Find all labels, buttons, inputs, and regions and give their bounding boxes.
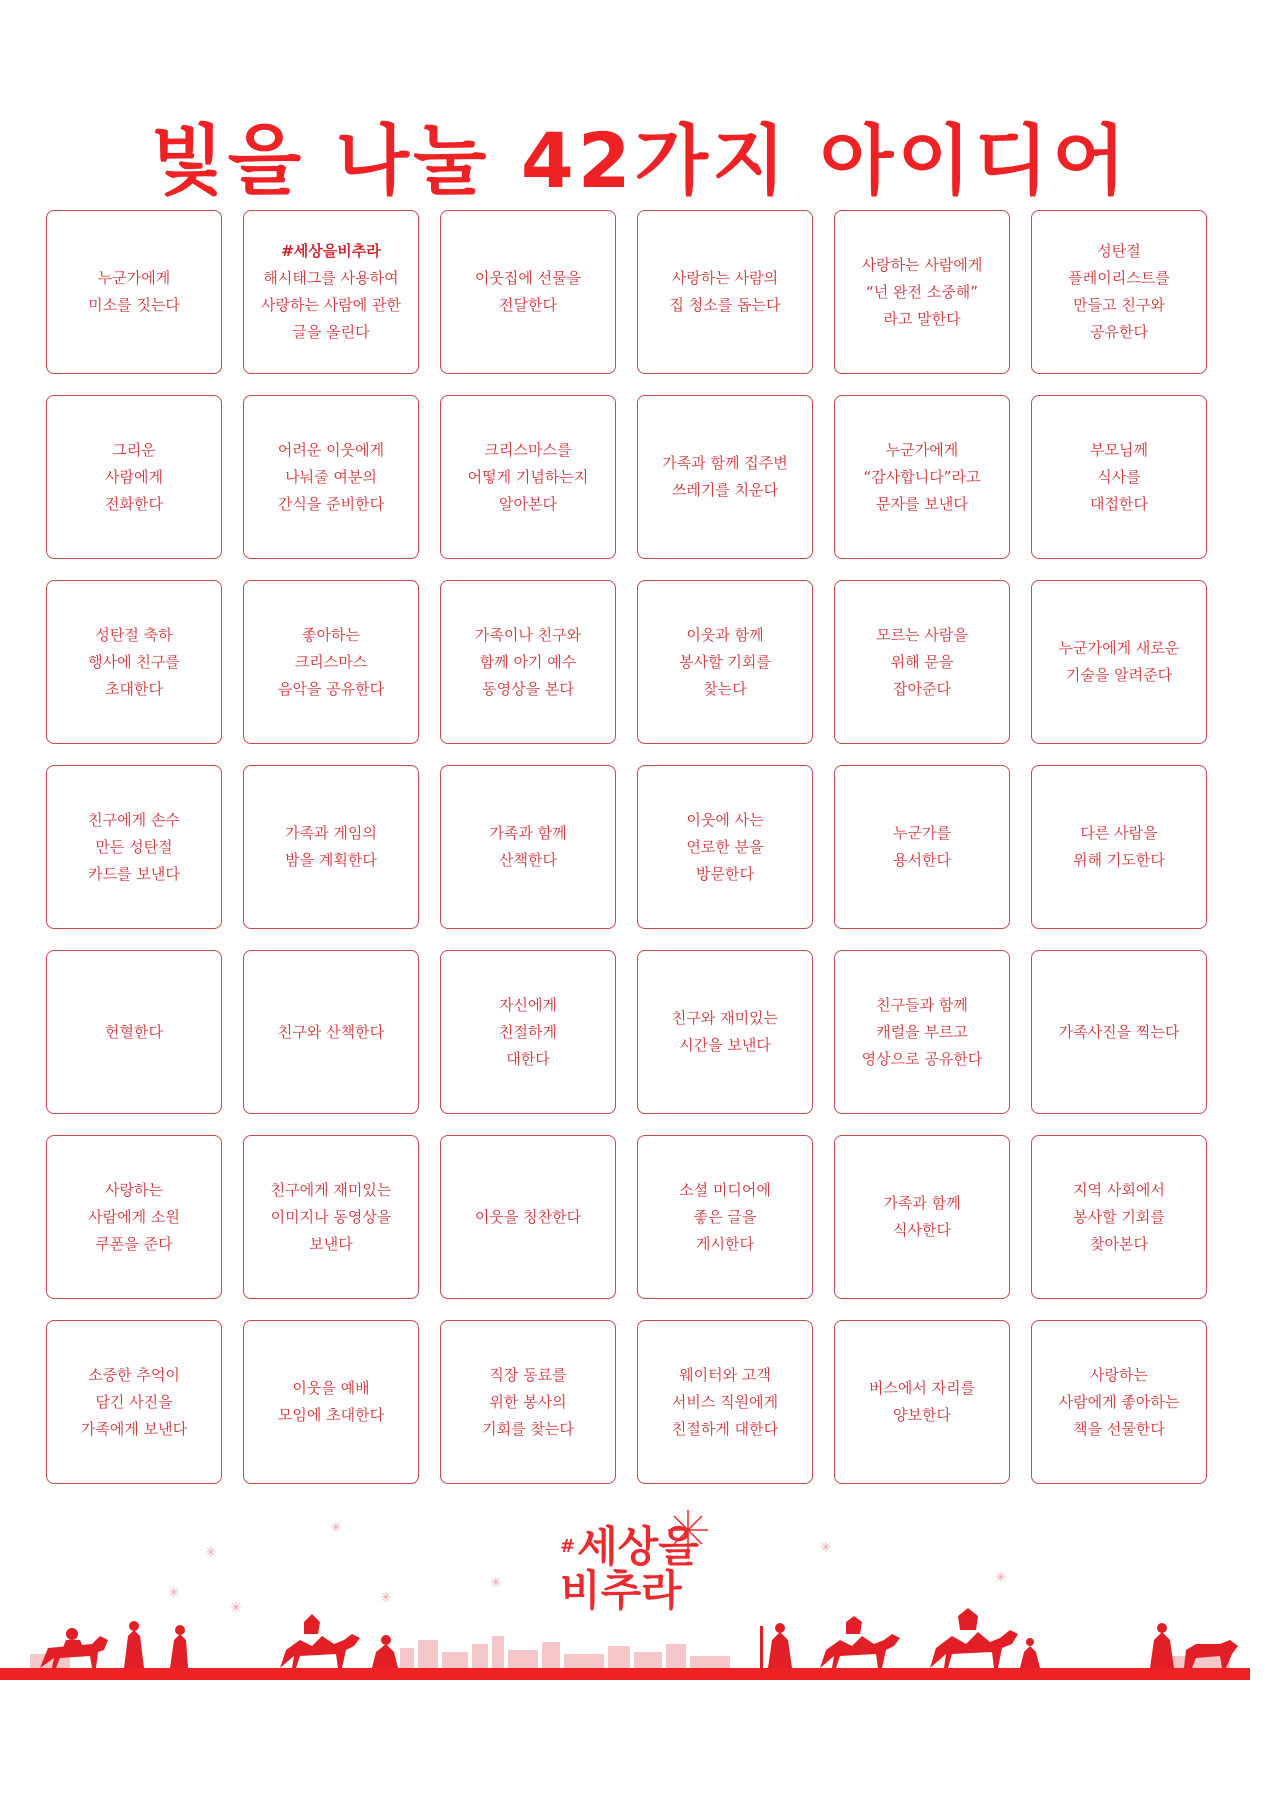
idea-card-text-line: #세상을비추라 bbox=[281, 242, 381, 260]
idea-card-text-line: “감사합니다”라고 bbox=[863, 467, 981, 486]
star-icon: ✳ bbox=[490, 1575, 502, 1591]
page-title: 빛을 나눌 42가지 아이디어 bbox=[150, 116, 1130, 205]
idea-card bbox=[46, 395, 222, 559]
idea-card-text-line: 방문한다 bbox=[696, 864, 754, 883]
idea-card-text-line: 이웃에 사는 bbox=[686, 810, 764, 829]
idea-card-text-line: 친구에게 손수 bbox=[88, 810, 180, 829]
idea-card-text-line: 좋아하는 bbox=[302, 625, 360, 644]
idea-card-text-line: 식사를 bbox=[1097, 467, 1141, 486]
idea-card-text-line: 이웃을 예배 bbox=[292, 1379, 370, 1397]
idea-card-text-line: 좋은 글을 bbox=[693, 1207, 757, 1226]
idea-card-text-line: 누군가에게 bbox=[885, 440, 959, 459]
idea-card bbox=[243, 580, 419, 744]
idea-card-text-line: 서비스 직원에게 bbox=[671, 1392, 779, 1411]
idea-card bbox=[440, 210, 616, 374]
idea-card-text-line: 동영상을 본다 bbox=[482, 679, 574, 698]
idea-card-text-line: 쿠폰을 준다 bbox=[95, 1234, 173, 1253]
idea-card bbox=[440, 395, 616, 559]
idea-card-text-line: 전달한다 bbox=[499, 296, 557, 314]
ideas-grid bbox=[46, 210, 1210, 1484]
idea-card-text-line: 잡아준다 bbox=[893, 679, 951, 698]
idea-card-text-line: 가족과 함께 집주변 bbox=[662, 454, 788, 472]
idea-card bbox=[834, 765, 1010, 929]
idea-card bbox=[637, 210, 813, 374]
idea-card bbox=[46, 1320, 222, 1484]
idea-card-text-line: 함께 아기 예수 bbox=[479, 652, 577, 671]
logo-hash: # bbox=[560, 1536, 576, 1557]
idea-card-text-line: 게시한다 bbox=[696, 1234, 754, 1253]
idea-card-text-line: 만든 성탄절 bbox=[95, 837, 173, 856]
idea-card bbox=[834, 1320, 1010, 1484]
idea-card-text-line: 위해 문을 bbox=[890, 652, 954, 671]
idea-card bbox=[243, 1320, 419, 1484]
idea-card-text-line: 소셜 미디어에 bbox=[679, 1180, 771, 1199]
idea-card-text-line: 모르는 사람을 bbox=[876, 625, 968, 644]
idea-card-text-line: 기술을 알려준다 bbox=[1065, 666, 1173, 684]
logo-line-2: 비추라 bbox=[560, 1566, 682, 1615]
idea-card-text-line: 보낸다 bbox=[309, 1234, 353, 1253]
idea-card-text-line: 크리스마스를 bbox=[484, 440, 572, 459]
idea-card bbox=[243, 1135, 419, 1299]
idea-card bbox=[637, 950, 813, 1114]
idea-card bbox=[834, 210, 1010, 374]
idea-card-text-line: 가족에게 보낸다 bbox=[80, 1419, 188, 1438]
idea-card bbox=[834, 1135, 1010, 1299]
idea-card-text-line: 영상으로 공유한다 bbox=[861, 1049, 983, 1068]
idea-card-text-line: 나눠줄 여분의 bbox=[285, 467, 377, 486]
idea-card-text-line: 위해 기도한다 bbox=[1073, 851, 1165, 869]
idea-card bbox=[46, 580, 222, 744]
idea-card bbox=[46, 210, 222, 374]
idea-card-text-line: 사람에게 소원 bbox=[88, 1207, 180, 1226]
idea-card-text-line: 위한 봉사의 bbox=[489, 1392, 567, 1411]
star-icon: ✳ bbox=[168, 1585, 180, 1601]
star-icon: ✳ bbox=[820, 1540, 832, 1556]
idea-card bbox=[637, 1320, 813, 1484]
idea-card-text-line: 가족이나 친구와 bbox=[474, 625, 582, 644]
idea-card-text-line: 사랑하는 사람의 bbox=[671, 269, 779, 287]
idea-card bbox=[243, 395, 419, 559]
idea-card bbox=[637, 580, 813, 744]
idea-card-text-line: 소중한 추억이 bbox=[88, 1365, 180, 1384]
idea-card-text-line: 크리스마스 bbox=[294, 652, 368, 671]
idea-card-text-line: 헌혈한다 bbox=[105, 1022, 163, 1041]
idea-card-text-line: 찾는다 bbox=[703, 679, 747, 698]
idea-card bbox=[440, 1320, 616, 1484]
idea-card-text-line: 친구와 재미있는 bbox=[671, 1009, 779, 1027]
idea-card-text-line: 플레이리스트를 bbox=[1068, 269, 1170, 287]
idea-card bbox=[1031, 950, 1207, 1114]
idea-card bbox=[440, 1135, 616, 1299]
idea-card-text-line: 성탄절 bbox=[1097, 242, 1141, 260]
idea-card bbox=[1031, 395, 1207, 559]
idea-card-text-line: 이웃을 칭찬한다 bbox=[474, 1207, 582, 1226]
idea-card-text-line: 어떻게 기념하는지 bbox=[467, 467, 589, 486]
idea-card-text-line: 밤을 계획한다 bbox=[285, 851, 377, 869]
idea-card-text-line: 사랑하는 사람에게 bbox=[861, 255, 983, 274]
star-icon: ✳ bbox=[230, 1600, 242, 1616]
footer-ground-line bbox=[0, 1668, 1250, 1680]
idea-card-text-line: 누군가에게 bbox=[97, 269, 171, 287]
star-icon: ✳ bbox=[995, 1570, 1007, 1586]
idea-card-text-line: 친구와 산책한다 bbox=[277, 1022, 385, 1041]
idea-card-text-line: 행사에 친구를 bbox=[88, 652, 180, 671]
idea-card-text-line: 쓰레기를 치운다 bbox=[671, 481, 779, 499]
idea-card-text-line: 이웃과 함께 bbox=[686, 625, 764, 644]
star-icon: ✳ bbox=[380, 1590, 392, 1606]
idea-card-text-line: 산책한다 bbox=[499, 851, 557, 869]
idea-card-text-line: 음악을 공유한다 bbox=[277, 679, 385, 698]
idea-card-text-line: 그리운 bbox=[112, 440, 156, 459]
idea-card-text-line: 대한다 bbox=[506, 1049, 550, 1068]
idea-card bbox=[243, 950, 419, 1114]
idea-card-text-line: 봉사할 기회를 bbox=[679, 652, 771, 671]
idea-card-text-line: 사랑하는 사람에 관한 bbox=[261, 296, 401, 314]
idea-card-text-line: 친구들과 함께 bbox=[876, 995, 968, 1014]
idea-card-text-line: 연로한 분을 bbox=[686, 837, 764, 856]
idea-card-text-line: 친절하게 bbox=[499, 1022, 557, 1041]
idea-card bbox=[46, 950, 222, 1114]
idea-card-text-line: 직장 동료를 bbox=[489, 1365, 567, 1384]
idea-card-text-line: 버스에서 자리를 bbox=[868, 1379, 976, 1397]
idea-card-text-line: 대접한다 bbox=[1090, 494, 1148, 513]
idea-card-text-line: 초대한다 bbox=[105, 679, 163, 698]
idea-card bbox=[637, 1135, 813, 1299]
star-icon: ✳ bbox=[205, 1545, 217, 1561]
idea-card-text-line: 가족과 게임의 bbox=[285, 824, 377, 842]
idea-card-text-line: 이웃집에 선물을 bbox=[474, 269, 582, 287]
idea-card-text-line: 봉사할 기회를 bbox=[1073, 1207, 1165, 1226]
idea-card-text-line: 카드를 보낸다 bbox=[88, 864, 180, 883]
idea-card bbox=[440, 950, 616, 1114]
idea-card-text-line: 성탄절 축하 bbox=[95, 625, 173, 644]
idea-card bbox=[46, 765, 222, 929]
idea-card-text-line: 사랑하는 bbox=[1090, 1365, 1148, 1384]
idea-card-text-line: 이미지나 동영상을 bbox=[270, 1207, 392, 1226]
idea-card-text-line: 용서한다 bbox=[893, 851, 951, 869]
idea-card bbox=[440, 580, 616, 744]
idea-card-text-line: 책을 선물한다 bbox=[1073, 1419, 1165, 1438]
idea-card bbox=[637, 395, 813, 559]
idea-card-text-line: 알아본다 bbox=[499, 494, 557, 513]
idea-card-text-line: 친절하게 대한다 bbox=[671, 1419, 779, 1438]
idea-card bbox=[834, 395, 1010, 559]
idea-card-text-line: 캐럴을 부르고 bbox=[876, 1022, 968, 1041]
idea-card-text-line: 글을 올린다 bbox=[292, 323, 370, 341]
idea-card-text-line: 찾아본다 bbox=[1090, 1234, 1148, 1253]
idea-card-text-line: 기회를 찾는다 bbox=[482, 1419, 574, 1438]
idea-card-text-line: 전화한다 bbox=[105, 494, 163, 513]
idea-card-text-line: 미소를 짓는다 bbox=[88, 296, 180, 314]
logo-line-1: 세상을 bbox=[577, 1522, 699, 1571]
idea-card bbox=[1031, 1320, 1207, 1484]
idea-card-text-line: 문자를 보낸다 bbox=[876, 494, 968, 513]
idea-card bbox=[46, 1135, 222, 1299]
idea-card-text-line: 사람에게 bbox=[105, 467, 163, 486]
idea-card-text-line: 해시태그를 사용하여 bbox=[263, 269, 399, 287]
idea-card-text-line: 자신에게 bbox=[499, 995, 557, 1014]
idea-card-text-line: 담긴 사진을 bbox=[95, 1392, 173, 1411]
idea-card bbox=[637, 765, 813, 929]
idea-card-text-line: 어려운 이웃에게 bbox=[277, 440, 385, 459]
idea-card-text-line: 사랑하는 bbox=[105, 1180, 163, 1199]
idea-card bbox=[440, 765, 616, 929]
idea-card bbox=[834, 950, 1010, 1114]
idea-card-text-line: 부모님께 bbox=[1090, 440, 1148, 459]
idea-card-text-line: 지역 사회에서 bbox=[1073, 1180, 1165, 1199]
idea-card-text-line: 간식을 준비한다 bbox=[277, 494, 385, 513]
idea-card bbox=[1031, 1135, 1207, 1299]
idea-card-text-line: 공유한다 bbox=[1090, 323, 1148, 341]
idea-card-text-line: 만들고 친구와 bbox=[1073, 296, 1165, 314]
idea-card bbox=[1031, 580, 1207, 744]
idea-card-text-line: “넌 완전 소중해” bbox=[865, 282, 979, 301]
idea-card-text-line: 식사한다 bbox=[893, 1221, 951, 1239]
idea-card bbox=[243, 210, 419, 374]
idea-card-text-line: 가족과 함께 bbox=[883, 1194, 961, 1212]
idea-card-text-line: 라고 말한다 bbox=[883, 309, 961, 328]
idea-card-text-line: 양보한다 bbox=[893, 1406, 951, 1424]
idea-card-text-line: 다른 사람을 bbox=[1080, 824, 1158, 842]
star-icon: ✳ bbox=[330, 1520, 342, 1536]
idea-card-text-line: 누군가를 bbox=[893, 824, 951, 842]
idea-card bbox=[834, 580, 1010, 744]
idea-card-text-line: 웨이터와 고객 bbox=[679, 1365, 771, 1384]
idea-card-text-line: 사람에게 좋아하는 bbox=[1058, 1392, 1180, 1411]
idea-card bbox=[243, 765, 419, 929]
idea-card-text-line: 집 청소를 돕는다 bbox=[669, 296, 781, 314]
idea-card bbox=[1031, 210, 1207, 374]
idea-card-text-line: 모임에 초대한다 bbox=[277, 1406, 385, 1424]
idea-card-text-line: 누군가에게 새로운 bbox=[1058, 639, 1180, 657]
idea-card bbox=[1031, 765, 1207, 929]
idea-card-text-line: 친구에게 재미있는 bbox=[270, 1180, 392, 1199]
idea-card-text-line: 가족사진을 찍는다 bbox=[1058, 1022, 1180, 1041]
idea-card-text-line: 시간을 보낸다 bbox=[679, 1036, 771, 1054]
idea-card-text-line: 가족과 함께 bbox=[489, 824, 567, 842]
